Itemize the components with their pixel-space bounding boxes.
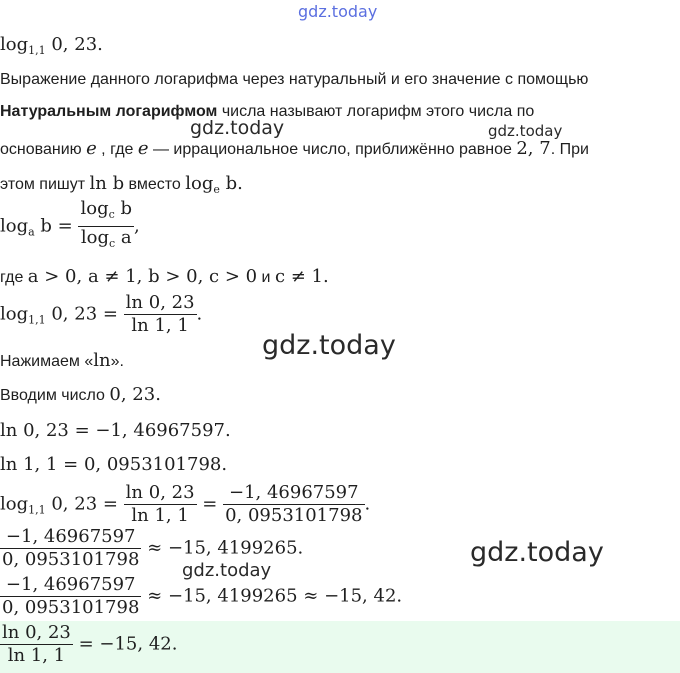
conditions-text: где a > 0, a ≠ 1, b > 0, c > 0 и c ≠ 1. [0,266,329,287]
watermark-right-big: gdz.today [470,537,604,568]
definition-text-2: основанию e , где e — иррациональное число, приближённо равное 2, 7. При [0,138,589,159]
notation-text: этом пишут ln b вместо $\log_e b$. [0,173,243,196]
step-2-formula: $\log_{1,1} 0$, 23 = $\frac{\ln 0, 23}{\ln 1, 1}$ = $\frac{-1, 46967597}{0, 0953101798}$ . [0,482,371,526]
ln-023-result: ln 0, 23 = −1, 46967597. [0,420,231,441]
intro-text: Выражение данного логарифма через натуральный и его значение с помощью [0,71,589,88]
step-4-formula: $\frac{-1, 46967597}{0, 0953101798}$ ≈ −15, 4199265 ≈ −15, 42. [2,574,403,618]
watermark-mid-right: gdz.today [488,122,563,140]
enter-number-text: Вводим число 0, 23. [0,384,161,405]
ln-11-result: ln 1, 1 = 0, 0953101798. [0,454,228,475]
step-3-formula: $\frac{-1, 46967597}{0, 0953101798}$ ≈ −15, 4199265. [2,526,304,570]
definition-text: Натуральным логарифмом числа называют логарифм этого числа по [0,103,535,120]
change-of-base-formula: $\log_a b$ = $\frac{\log_c b}{\log_c a}$ , [0,198,140,250]
answer-formula: $\frac{\ln 0, 23}{\ln 1, 1}$ = −15, 42. [2,622,178,666]
step-1-formula: $\log_{1,1} 0$, 23 = $\frac{\ln 0, 23}{\ln 1, 1}$ . [0,292,203,336]
watermark-top: gdz.today [298,2,378,21]
press-ln-text: Нажимаем «ln». [0,350,124,371]
watermark-lower: gdz.today [182,560,272,581]
watermark-center: gdz.today [262,330,396,361]
watermark-mid-left: gdz.today [190,117,285,139]
log-expression: $\log_{1,1} 0$, 23. [0,34,103,57]
